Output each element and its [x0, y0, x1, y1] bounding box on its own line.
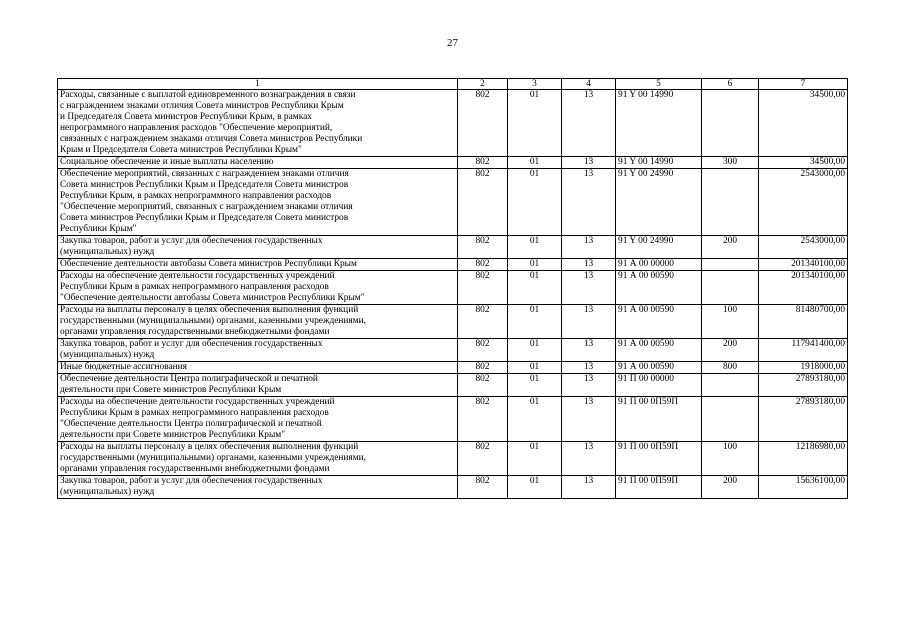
row-name-line: государственными (муниципальными) органами, казенными учреждениями, [60, 453, 367, 463]
table-row [58, 259, 848, 271]
row-name-line: с награждением знаками отличия Совета министров Республики Крым [60, 101, 344, 111]
section-code-cell: 01 [508, 90, 562, 157]
section-code-cell: 01 [508, 236, 562, 259]
row-name-line: деятельности при Совете министров Республики Крым" [60, 430, 286, 440]
amount-cell: 15636100,00 [759, 476, 848, 499]
table-row [58, 476, 848, 499]
row-name-line: Республики Крым, в рамках непрограммного направления расходов [60, 191, 332, 201]
ministry-code-cell: 802 [458, 90, 508, 157]
ministry-code-cell: 802 [458, 397, 508, 442]
amount-cell: 117941400,00 [759, 339, 848, 362]
expense-type-cell [702, 374, 759, 397]
target-article-cell: 91 А 00 00000 [616, 259, 702, 271]
header-cell-2: 2 [458, 79, 508, 90]
amount-cell: 1918000,00 [759, 362, 848, 374]
row-name-line: "Обеспечение мероприятий, связанных с награждением знаками отличия [60, 202, 353, 212]
ministry-code-cell: 802 [458, 362, 508, 374]
amount-cell: 34500,00 [759, 90, 848, 157]
row-name-line: государственными (муниципальными) органами, казенными учреждениями, [60, 316, 367, 326]
row-name-line: Обеспечение деятельности автобазы Совета министров Республики Крым [60, 259, 357, 269]
table-row [58, 271, 848, 305]
subsection-code-cell: 13 [562, 339, 616, 362]
subsection-code-cell: 13 [562, 169, 616, 236]
target-article-cell: 91 П 00 00000 [616, 374, 702, 397]
row-name-line: органами управления государственными внебюджетными фондами [60, 327, 330, 337]
ministry-code-cell: 802 [458, 236, 508, 259]
section-code-cell: 01 [508, 271, 562, 305]
target-article-cell: 91 Y 00 14990 [616, 90, 702, 157]
row-name-line: Расходы на выплаты персоналу в целях обеспечения выполнения функций [60, 442, 359, 452]
section-code-cell: 01 [508, 259, 562, 271]
budget-table [57, 78, 848, 499]
expense-type-cell: 200 [702, 236, 759, 259]
row-name-line: Республики Крым в рамках непрограммного направления расходов [60, 282, 329, 292]
ministry-code-cell: 802 [458, 339, 508, 362]
row-name-cell [58, 374, 458, 397]
row-name-line: Обеспечение деятельности Центра полиграфической и печатной [60, 374, 318, 384]
section-code-cell: 01 [508, 157, 562, 169]
expense-type-cell [702, 271, 759, 305]
row-name-line: Социальное обеспечение и иные выплаты населению [60, 157, 274, 167]
target-article-cell: 91 П 00 0П59П [616, 476, 702, 499]
expense-type-cell: 800 [702, 362, 759, 374]
subsection-code-cell: 13 [562, 305, 616, 339]
ministry-code-cell: 802 [458, 476, 508, 499]
row-name-line: Республики Крым в рамках непрограммного направления расходов [60, 408, 329, 418]
header-row [58, 79, 848, 90]
row-name-line: "Обеспечение деятельности автобазы Совета министров Республики Крым" [60, 293, 365, 303]
subsection-code-cell: 13 [562, 442, 616, 476]
row-name-line: (муниципальных) нужд [60, 350, 155, 360]
page-number: 27 [447, 37, 458, 49]
row-name-line: Крым и Председателя Совета министров Республики Крым" [60, 145, 302, 155]
row-name-cell [58, 397, 458, 442]
ministry-code-cell: 802 [458, 271, 508, 305]
target-article-cell: 91 А 00 00590 [616, 305, 702, 339]
subsection-code-cell: 13 [562, 374, 616, 397]
row-name-line: Республики Крым" [60, 224, 137, 234]
amount-cell: 2543000,00 [759, 236, 848, 259]
row-name-line: Закупка товаров, работ и услуг для обеспечения государственных [60, 476, 323, 486]
row-name-line: "Обеспечение деятельности Центра полиграфической и печатной [60, 419, 322, 429]
table-row [58, 90, 848, 157]
target-article-cell: 91 Y 00 24990 [616, 169, 702, 236]
row-name-line: непрограммного направления расходов "Обеспечение мероприятий, [60, 123, 333, 133]
amount-cell: 12186980,00 [759, 442, 848, 476]
row-name-line: Закупка товаров, работ и услуг для обеспечения государственных [60, 236, 323, 246]
row-name-line: Иные бюджетные ассигнования [60, 362, 187, 372]
header-cell-3: 3 [508, 79, 562, 90]
section-code-cell: 01 [508, 169, 562, 236]
amount-cell: 27893180,00 [759, 397, 848, 442]
table-row [58, 362, 848, 374]
section-code-cell: 01 [508, 339, 562, 362]
expense-type-cell: 200 [702, 339, 759, 362]
amount-cell: 201340100,00 [759, 271, 848, 305]
section-code-cell: 01 [508, 374, 562, 397]
table-body [58, 90, 848, 499]
row-name-line: (муниципальных) нужд [60, 487, 155, 497]
table-row [58, 236, 848, 259]
row-name-cell [58, 339, 458, 362]
amount-cell: 2543000,00 [759, 169, 848, 236]
ministry-code-cell: 802 [458, 442, 508, 476]
section-code-cell: 01 [508, 362, 562, 374]
table-row [58, 305, 848, 339]
expense-type-cell [702, 90, 759, 157]
subsection-code-cell: 13 [562, 476, 616, 499]
subsection-code-cell: 13 [562, 397, 616, 442]
row-name-line: Совета министров Республики Крым и Председателя Совета министров [60, 213, 349, 223]
row-name-cell [58, 157, 458, 169]
row-name-line: Закупка товаров, работ и услуг для обеспечения государственных [60, 339, 323, 349]
row-name-line: деятельности при Совете министров Республики Крым [60, 385, 282, 395]
target-article-cell: 91 А 00 00590 [616, 271, 702, 305]
ministry-code-cell: 802 [458, 169, 508, 236]
expense-type-cell [702, 169, 759, 236]
section-code-cell: 01 [508, 442, 562, 476]
expense-type-cell: 100 [702, 305, 759, 339]
ministry-code-cell: 802 [458, 259, 508, 271]
section-code-cell: 01 [508, 305, 562, 339]
row-name-line: (муниципальных) нужд [60, 247, 155, 257]
row-name-line: Совета министров Республики Крым и Председателя Совета министров [60, 180, 349, 190]
header-cell-6: 6 [702, 79, 759, 90]
expense-type-cell: 300 [702, 157, 759, 169]
header-cell-5: 5 [616, 79, 702, 90]
row-name-line: органами управления государственными внебюджетными фондами [60, 464, 330, 474]
table-row [58, 157, 848, 169]
row-name-line: Расходы на выплаты персоналу в целях обеспечения выполнения функций [60, 305, 359, 315]
subsection-code-cell: 13 [562, 90, 616, 157]
table-row [58, 374, 848, 397]
subsection-code-cell: 13 [562, 157, 616, 169]
row-name-line: связанных с награждением знаками отличия Совета министров Республики [60, 134, 363, 144]
row-name-line: Расходы на обеспечение деятельности государственных учреждений [60, 397, 335, 407]
subsection-code-cell: 13 [562, 271, 616, 305]
subsection-code-cell: 13 [562, 259, 616, 271]
row-name-line: и Председателя Совета министров Республики Крым, в рамках [60, 112, 312, 122]
subsection-code-cell: 13 [562, 236, 616, 259]
row-name-cell [58, 271, 458, 305]
row-name-cell [58, 476, 458, 499]
target-article-cell: 91 Y 00 14990 [616, 157, 702, 169]
header-cell-1: 1 [58, 79, 458, 90]
row-name-line: Расходы, связанные с выплатой единовременного вознаграждения в связи [60, 90, 356, 100]
amount-cell: 201340100,00 [759, 259, 848, 271]
table-row [58, 442, 848, 476]
ministry-code-cell: 802 [458, 157, 508, 169]
table-row [58, 169, 848, 236]
target-article-cell: 91 П 00 0П59П [616, 442, 702, 476]
subsection-code-cell: 13 [562, 362, 616, 374]
ministry-code-cell: 802 [458, 374, 508, 397]
amount-cell: 27893180,00 [759, 374, 848, 397]
row-name-line: Расходы на обеспечение деятельности государственных учреждений [60, 271, 335, 281]
amount-cell: 81480700,00 [759, 305, 848, 339]
expense-type-cell [702, 397, 759, 442]
expense-type-cell [702, 259, 759, 271]
expense-type-cell: 100 [702, 442, 759, 476]
target-article-cell: 91 П 00 0П59П [616, 397, 702, 442]
target-article-cell: 91 А 00 00590 [616, 362, 702, 374]
amount-cell: 34500,00 [759, 157, 848, 169]
header-cell-7: 7 [759, 79, 848, 90]
target-article-cell: 91 А 00 00590 [616, 339, 702, 362]
row-name-cell [58, 305, 458, 339]
row-name-cell [58, 236, 458, 259]
row-name-line: Обеспечение мероприятий, связанных с награждением знаками отличия [60, 169, 349, 179]
table-row [58, 397, 848, 442]
row-name-cell [58, 442, 458, 476]
section-code-cell: 01 [508, 397, 562, 442]
expense-type-cell: 200 [702, 476, 759, 499]
row-name-cell [58, 259, 458, 271]
section-code-cell: 01 [508, 476, 562, 499]
table-row [58, 339, 848, 362]
row-name-cell [58, 362, 458, 374]
header-cell-4: 4 [562, 79, 616, 90]
row-name-cell [58, 169, 458, 236]
ministry-code-cell: 802 [458, 305, 508, 339]
row-name-cell [58, 90, 458, 157]
target-article-cell: 91 Y 00 24990 [616, 236, 702, 259]
